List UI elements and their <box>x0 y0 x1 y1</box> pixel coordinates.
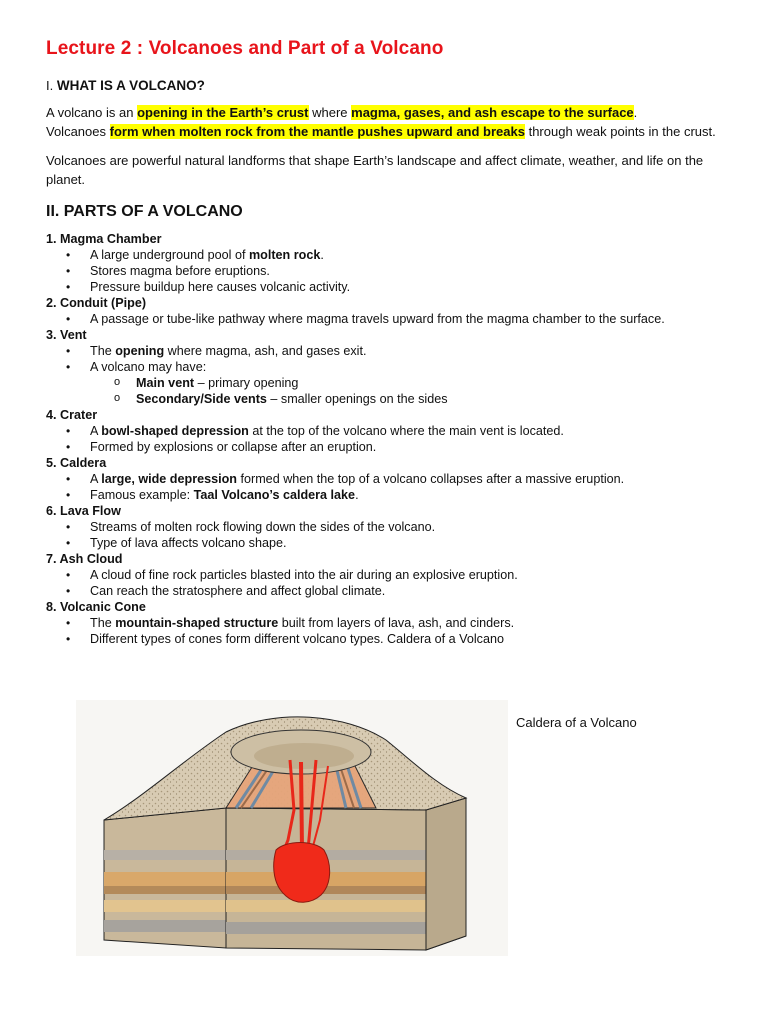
bullet-list <box>46 247 736 295</box>
caldera-illustration <box>76 700 508 956</box>
list-item: • Formed by explosions or collapse after an eruption. <box>90 439 736 455</box>
figure-caption: Caldera of a Volcano <box>516 715 637 730</box>
text-run: formed when the top of a volcano collapses after a massive eruption. <box>237 472 625 486</box>
bullet-list <box>46 311 736 327</box>
list-item: • Streams of molten rock flowing down the sides of the volcano. <box>90 519 736 535</box>
page-title: Lecture 2 : Volcanoes and Part of a Volcano <box>46 38 444 59</box>
list-item: • Stores magma before eruptions. <box>90 263 736 279</box>
part-title-caldera: 5. Caldera <box>46 456 107 470</box>
intro-paragraph <box>46 103 736 141</box>
section-heading-parts: II. PARTS OF A VOLCANO <box>46 203 243 220</box>
text-run: – smaller openings on the sides <box>266 392 448 406</box>
text-run: The <box>90 616 116 630</box>
text-run: through weak points in the crust. <box>524 124 716 139</box>
text-run: . <box>633 105 638 120</box>
rock-block-left-face <box>104 808 226 948</box>
document-page <box>46 38 736 647</box>
text-run: Volcanoes <box>46 124 110 139</box>
bold-term: Main vent <box>136 376 195 390</box>
rock-block-right-face <box>226 798 466 950</box>
bullet-list <box>46 423 736 455</box>
bullet-list <box>46 343 736 407</box>
bold-term: bowl-shaped depression <box>101 424 249 438</box>
list-item <box>90 247 736 263</box>
bold-term: Taal Volcano’s caldera lake <box>193 488 356 502</box>
text-run: – primary opening <box>194 376 299 390</box>
list-item <box>90 359 736 407</box>
text-run: at the top of the volcano where the main vent is located. <box>248 424 564 438</box>
part-title-lava-flow: 6. Lava Flow <box>46 504 121 518</box>
list-item <box>90 487 736 503</box>
highlight-magma: magma, gases, and ash escape to the surface <box>351 105 634 120</box>
bullet-list <box>46 567 736 599</box>
part-title-vent: 3. Vent <box>46 328 87 342</box>
list-item <box>90 423 736 439</box>
list-item: • Can reach the stratosphere and affect global climate. <box>90 583 736 599</box>
landforms-paragraph: Volcanoes are powerful natural landforms that shape Earth’s landscape and affect climate, weather, and life on the planet. <box>46 153 704 187</box>
list-item: • A passage or tube-like pathway where magma travels upward from the magma chamber to the surface. <box>90 311 736 327</box>
sub-list <box>90 375 736 407</box>
highlight-opening: opening in the Earth’s crust <box>137 105 309 120</box>
section-title: WHAT IS A VOLCANO? <box>56 78 205 93</box>
bold-term: Secondary/Side vents <box>136 392 267 406</box>
bold-term: mountain-shaped structure <box>115 616 279 630</box>
caldera-cross-section-diagram <box>76 700 508 956</box>
text-run: built from layers of lava, ash, and cinders. <box>278 616 515 630</box>
bold-term: molten rock <box>248 248 321 262</box>
part-title-volcanic-cone: 8. Volcanic Cone <box>46 600 146 614</box>
text-run: . <box>355 488 359 502</box>
text-run: A <box>90 472 102 486</box>
text-run: where magma, ash, and gases exit. <box>164 344 367 358</box>
text-run: A volcano is an <box>46 105 138 120</box>
text-run: The <box>90 344 116 358</box>
text-run: A large underground pool of <box>90 248 249 262</box>
part-title-magma-chamber: 1. Magma Chamber <box>46 232 162 246</box>
text-run: . <box>320 248 324 262</box>
text-run: where <box>308 105 352 120</box>
list-item: • Different types of cones form different volcano types. Caldera of a Volcano <box>90 631 736 647</box>
bold-term: opening <box>115 344 165 358</box>
bullet-list <box>46 471 736 503</box>
section-heading-what-is-a-volcano <box>46 78 736 93</box>
list-item: • Pressure buildup here causes volcanic activity. <box>90 279 736 295</box>
sub-list-item <box>136 375 736 391</box>
list-item <box>90 343 736 359</box>
highlight-form: form when molten rock from the mantle pushes upward and breaks <box>109 124 525 139</box>
part-title-conduit: 2. Conduit (Pipe) <box>46 296 147 310</box>
list-item <box>90 471 736 487</box>
section-number: I. <box>46 78 57 93</box>
sub-list-item <box>136 391 736 407</box>
list-item: • Type of lava affects volcano shape. <box>90 535 736 551</box>
part-title-crater: 4. Crater <box>46 408 98 422</box>
list-item: • A cloud of fine rock particles blasted into the air during an explosive eruption. <box>90 567 736 583</box>
part-title-ash-cloud: 7. Ash Cloud <box>46 552 123 566</box>
bullet-list <box>46 615 736 647</box>
text-run: A <box>90 424 102 438</box>
bold-term: large, wide depression <box>101 472 237 486</box>
text-run: Famous example: <box>90 488 194 502</box>
list-item <box>90 615 736 631</box>
text-run: A volcano may have: <box>90 360 207 374</box>
bullet-list <box>46 519 736 551</box>
